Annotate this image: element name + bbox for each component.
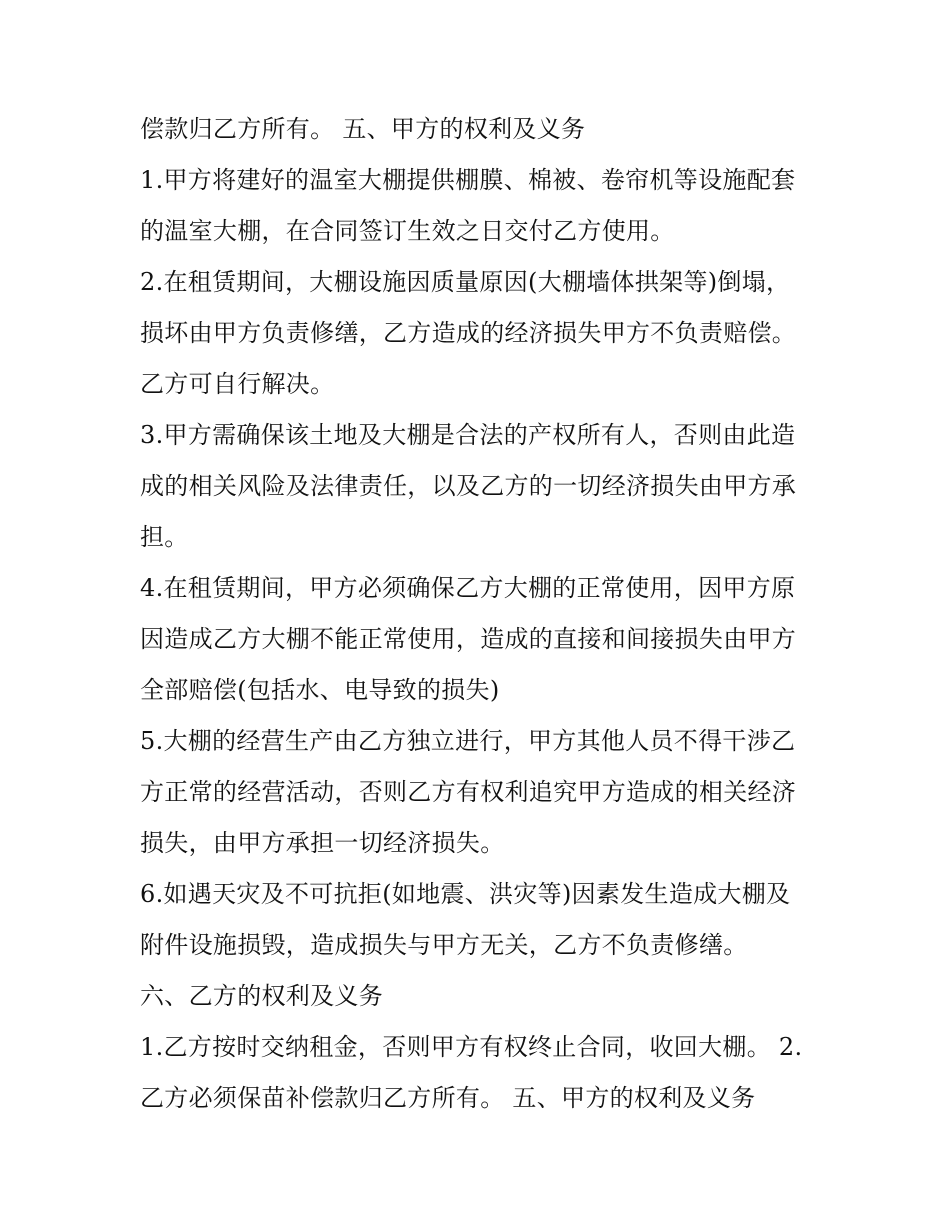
- text-line: 5.大棚的经营生产由乙方独立进行，甲方其他人员不得干涉乙: [140, 727, 796, 755]
- text-line: 的温室大棚，在合同签订生效之日交付乙方使用。: [140, 217, 675, 245]
- text-line: 6.如遇天灾及不可抗拒(如地震、洪灾等)因素发生造成大棚及: [140, 880, 791, 908]
- text-line: 3.甲方需确保该土地及大棚是合法的产权所有人，否则由此造: [140, 421, 796, 449]
- text-line: 方正常的经营活动，否则乙方有权利追究甲方造成的相关经济: [140, 778, 797, 806]
- text-line: 偿款归乙方所有。 五、甲方的权利及义务: [140, 115, 586, 143]
- text-line: 成的相关风险及法律责任，以及乙方的一切经济损失由甲方承: [140, 472, 797, 500]
- text-line: 1.甲方将建好的温室大棚提供棚膜、棉被、卷帘机等设施配套: [140, 166, 796, 194]
- text-line: 因造成乙方大棚不能正常使用，造成的直接和间接损失由甲方: [140, 625, 797, 653]
- text-line: 损坏由甲方负责修缮，乙方造成的经济损失甲方不负责赔偿。: [140, 319, 797, 347]
- text-line: 4.在租赁期间，甲方必须确保乙方大棚的正常使用，因甲方原: [140, 574, 796, 602]
- text-line: 全部赔偿(包括水、电导致的损失): [140, 676, 500, 704]
- text-line: 损失，由甲方承担一切经济损失。: [140, 829, 505, 857]
- text-line: 乙方必须保苗补偿款归乙方所有。 五、甲方的权利及义务: [140, 1084, 756, 1112]
- text-line: 1.乙方按时交纳租金，否则甲方有权终止合同，收回大棚。 2.: [140, 1033, 803, 1061]
- text-line: 担。: [140, 523, 189, 551]
- text-line: 乙方可自行解决。: [140, 370, 335, 398]
- text-line: 附件设施损毁，造成损失与甲方无关，乙方不负责修缮。: [140, 931, 748, 959]
- text-line: 2.在租赁期间，大棚设施因质量原因(大棚墙体拱架等)倒塌，: [140, 268, 791, 296]
- section-heading: 六、乙方的权利及义务: [140, 982, 383, 1010]
- document-body: [140, 104, 820, 1124]
